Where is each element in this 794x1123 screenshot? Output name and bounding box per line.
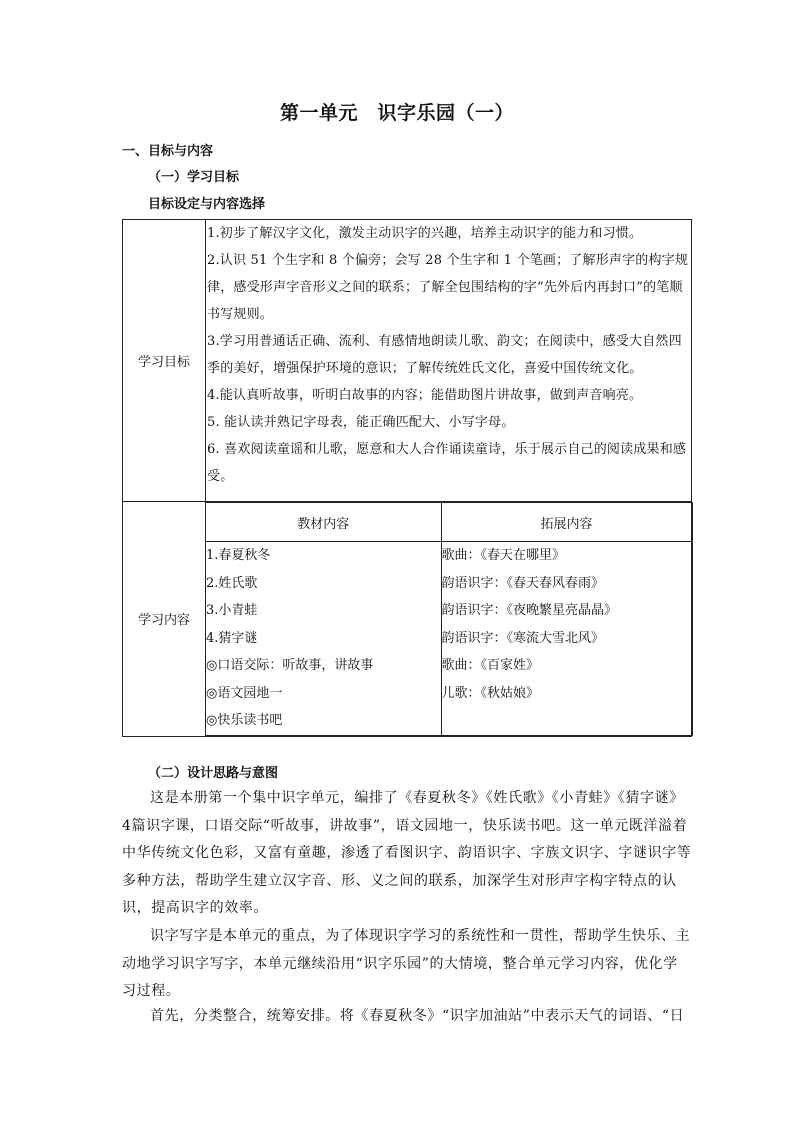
list-item: 1.春夏秋冬 [206, 548, 271, 563]
goal-item: 3.学习用普通话正确、流利、有感情地朗读儿歌、韵文；在阅读中，感受大自然四季的美好，增强保护环境的意识；了解传统姓氏文化，喜爱中国传统文化。 [207, 334, 682, 376]
list-item: ◎快乐读书吧 [206, 713, 283, 728]
goal-item: 4.能认真听故事，听明白故事的内容；能借助图片讲故事，做到声音响亮。 [207, 388, 643, 403]
goal-item: 2.认识 51 个生字和 8 个偏旁；会写 28 个生字和 1 个笔画；了解形声字的构字规律，感受形声字音形义之间的联系；了解全包围结构的字“先外后内再封口”的笔顺书写规则。 [207, 253, 689, 322]
list-item: 儿歌：《秋姑娘》 [441, 685, 540, 701]
goals-label: 学习目标 [123, 220, 206, 502]
list-item: 韵语识字：《寒流大雪北风》 [441, 630, 605, 646]
book-content-list [206, 542, 441, 736]
list-item: 歌曲：《百家姓》 [441, 658, 540, 673]
subsection-heading: （二）设计思路与意图 [148, 766, 279, 781]
list-item: 2.姓氏歌 [206, 575, 258, 591]
content-label: 学习内容 [123, 502, 206, 737]
content-subtable [206, 502, 693, 736]
list-item: 4.猜字谜 [206, 630, 258, 646]
body-paragraph: 这是本册第一个集中识字单元，编排了《春夏秋冬》《姓氏歌》《小青蛙》《猜字谜》4篇识字课，口语交际“听故事，讲故事”，语文园地一，快乐读书吧。这一单元既洋溢着中华传统文化色彩，又富有童趣，渗透了看图识字、韵语识字、字族文识字、字谜识字等多种方法，帮助学生建立汉字音、形、义之间的联系，加深学生对形声字构字特点的认识，提高识字的效率。 [122, 790, 692, 917]
extension-content-list [441, 542, 692, 736]
goal-item: 6. 喜欢阅读童谣和儿歌，愿意和大人合作诵读童诗，乐于展示自己的阅读成果和感受。 [207, 442, 687, 484]
body-paragraph: 首先，分类整合，统筹安排。将《春夏秋冬》“识字加油站”中表示天气的词语、“日 [150, 1008, 685, 1024]
col-header-ext: 拓展内容 [441, 503, 692, 542]
list-item: 韵语识字：《春天春风春雨》 [441, 575, 605, 591]
subsection-heading: （一）学习目标 [148, 170, 240, 185]
list-item: 3.小青蛙 [206, 603, 258, 618]
content-cell [206, 502, 692, 737]
list-item: 韵语识字：《夜晚繁星亮晶晶》 [441, 603, 618, 618]
list-item: 歌曲：《春天在哪里》 [441, 548, 566, 563]
body-paragraph: 识字写字是本单元的重点，为了体现识字学习的系统性和一贯性，帮助学生快乐、主动地学习识字写字，本单元继续沿用“识字乐园”的大情境，整合单元学习内容，优化学习过程。 [122, 928, 691, 1000]
goals-cell [206, 220, 692, 502]
section-heading: 一、目标与内容 [122, 144, 214, 159]
col-header-book: 教材内容 [206, 503, 441, 542]
table-caption: 目标设定与内容选择 [148, 197, 266, 212]
goal-item: 5. 能认读并熟记字母表，能正确匹配大、小写字母。 [207, 415, 515, 430]
goal-item: 1.初步了解汉字文化，激发主动识字的兴趣，培养主动识字的能力和习惯。 [207, 226, 643, 241]
goals-table [122, 219, 692, 737]
list-item: ◎口语交际：听故事，讲故事 [206, 658, 374, 673]
list-item: ◎语文园地一 [206, 685, 283, 701]
page-title: 第一单元 识字乐园（一） [279, 102, 514, 124]
